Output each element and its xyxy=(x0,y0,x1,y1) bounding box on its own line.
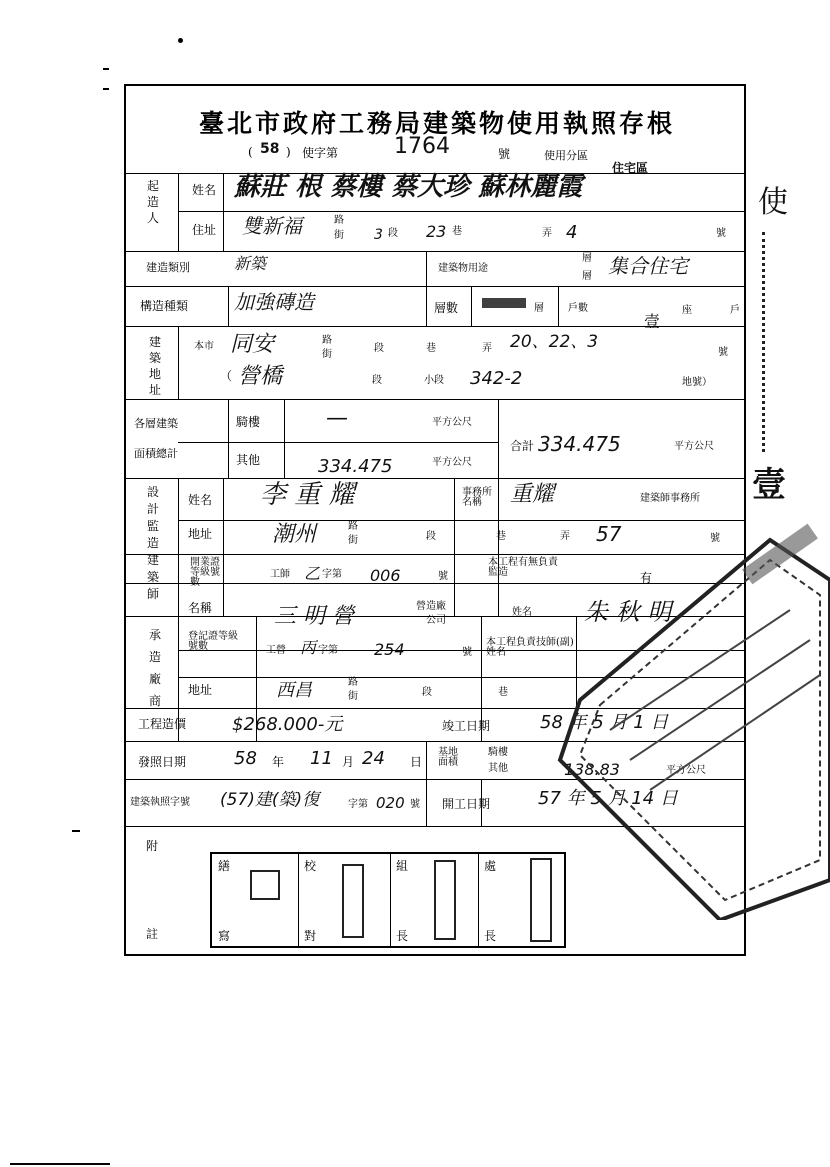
applicant-group-label: 起 造 人 xyxy=(146,179,159,225)
architect-license-no: 006 xyxy=(370,566,401,585)
area-total-label: 合計 xyxy=(510,439,535,453)
architect-license-prefix: 工師 xyxy=(270,569,290,580)
applicant-lane-value: 23 xyxy=(426,222,447,241)
contractor-suffix-2: 公司 xyxy=(426,615,446,626)
site-land-subsec-label: 小段 xyxy=(424,375,444,386)
contractor-reg-grade: 丙 xyxy=(300,638,317,657)
site-number-value: 20、22、3 xyxy=(510,332,599,352)
sign-box-4-bottom: 長 xyxy=(484,929,497,943)
notes-label-2: 註 xyxy=(146,927,159,941)
area-other-unit: 平方公尺 xyxy=(432,457,472,468)
contractor-name-value: 三 明 營 xyxy=(274,604,354,629)
margin-text-top: 使 xyxy=(758,185,788,220)
structure-floors-scribble xyxy=(482,298,526,308)
base-arcade-label: 騎樓 xyxy=(488,747,508,758)
site-land-section: 營橋 xyxy=(238,364,283,389)
base-area-label: 基地面積 xyxy=(438,747,458,768)
architect-license-mid: 字第 xyxy=(322,569,342,580)
area-arcade-label: 騎樓 xyxy=(236,415,261,429)
sign-box-3-bottom: 長 xyxy=(396,929,409,943)
contractor-addr-value: 西昌 xyxy=(276,680,312,701)
contractor-tech-label: 本工程負責技師(副)姓名 xyxy=(486,637,574,658)
start-value: 57 年 5 月 14 日 xyxy=(538,788,678,809)
permit-hao: 號 xyxy=(410,799,420,810)
site-sec-label: 段 xyxy=(374,343,384,354)
area-total-value: 334.475 xyxy=(538,432,621,456)
applicant-street-label: 街 xyxy=(334,230,344,241)
site-alley-label: 弄 xyxy=(482,343,492,354)
contractor-reg-hao: 號 xyxy=(462,647,472,658)
architect-name-value: 李 重 耀 xyxy=(260,480,355,510)
architect-road-label: 路 xyxy=(348,521,358,532)
site-hao-label: 號 xyxy=(718,347,728,358)
applicant-hao-label: 號 xyxy=(716,228,726,239)
area-total-unit: 平方公尺 xyxy=(674,441,714,452)
area-other-value: 334.475 xyxy=(318,456,393,477)
applicant-alley-label: 弄 xyxy=(542,228,552,239)
applicant-address-value: 雙新福 xyxy=(242,214,302,238)
architect-hao-label: 號 xyxy=(710,533,720,544)
contractor-reg-prefix: 工營 xyxy=(266,645,286,656)
applicant-name-value: 蘇莊 根 蔡樓 蔡大珍 蘇林麗霞 xyxy=(234,172,583,202)
site-land-number: 342-2 xyxy=(470,368,523,389)
contractor-name-label: 名稱 xyxy=(188,601,213,615)
architect-office-value: 重耀 xyxy=(510,482,555,507)
sign-box-2-bottom: 對 xyxy=(304,929,317,943)
contractor-reg-mid: 字第 xyxy=(318,645,338,656)
architect-alley-value: 57 xyxy=(596,522,622,546)
area-arcade-unit: 平方公尺 xyxy=(432,417,472,428)
contractor-lane-label: 巷 xyxy=(498,687,508,698)
applicant-alley-value: 4 xyxy=(566,222,578,243)
site-street-label: 街 xyxy=(322,349,332,360)
header-number-label: 使字第 xyxy=(302,146,339,160)
build-use-value: 集合住宅 xyxy=(608,254,688,278)
issue-year-label: 年 xyxy=(272,755,285,769)
build-type-value: 新築 xyxy=(234,254,267,273)
contractor-reg-label: 登記證等級號數 xyxy=(188,631,238,652)
applicant-sec-value: 3 xyxy=(374,227,383,243)
issue-day: 24 xyxy=(362,748,385,769)
sign-box-4-top: 處 xyxy=(484,859,497,873)
structure-label: 構造種類 xyxy=(140,299,189,313)
notes-label-1: 附 xyxy=(146,839,159,853)
site-group-label: 建 築 地 址 xyxy=(148,335,161,397)
applicant-sec-label: 段 xyxy=(388,228,398,239)
build-floor-label: 層 xyxy=(582,253,592,264)
form-title: 臺北市政府工務局建築物使用執照存根 xyxy=(198,109,675,138)
permit-mid: 字第 xyxy=(348,799,368,810)
applicant-lane-label: 巷 xyxy=(452,226,462,237)
permit-label: 建築執照字號 xyxy=(130,797,190,808)
sign-box-3-top: 組 xyxy=(396,859,409,873)
seal-stamp xyxy=(250,870,280,900)
permit-value: (57)建(築)復 xyxy=(220,790,320,810)
header-zone-value: 住宅區 xyxy=(612,161,649,175)
issue-day-label: 日 xyxy=(410,755,423,769)
contractor-addr-label: 地址 xyxy=(188,683,213,697)
scan-dash xyxy=(72,830,80,832)
header-zone-label: 使用分區 xyxy=(544,149,588,162)
structure-value: 加強磚造 xyxy=(234,290,314,314)
base-other-label: 其他 xyxy=(488,763,508,774)
architect-license-hao: 號 xyxy=(438,571,448,582)
contractor-group-label: 承 造 廠 商 xyxy=(148,628,161,708)
area-group-label-1: 各層建築 xyxy=(134,417,178,430)
build-type-label: 建造類別 xyxy=(146,261,190,274)
area-arcade-value: — xyxy=(326,406,348,431)
permit-no: 020 xyxy=(376,794,405,812)
cost-label: 工程造價 xyxy=(138,717,187,731)
site-city-label: 本市 xyxy=(194,341,214,352)
structure-seat-label: 座 xyxy=(682,305,692,316)
architect-license-label: 開業證等級號數 xyxy=(190,557,220,588)
contractor-sec-label: 段 xyxy=(422,687,432,698)
seal-stamp xyxy=(342,864,364,938)
architect-license-grade: 乙 xyxy=(304,564,321,583)
contractor-street-label: 街 xyxy=(348,691,358,702)
issue-year: 58 xyxy=(234,748,257,769)
base-value: 138.83 xyxy=(564,760,620,779)
scan-dash xyxy=(10,1163,110,1165)
architect-sec-label: 段 xyxy=(426,531,436,542)
scan-dash xyxy=(103,88,109,90)
architect-supervise-value: 有 xyxy=(640,571,653,585)
seal-stamp xyxy=(434,860,456,940)
area-other-label: 其他 xyxy=(236,453,261,467)
header-year-close: ) xyxy=(286,145,291,159)
contractor-person-value: 朱 秋 明 xyxy=(584,598,672,626)
sign-box-1-bottom: 寫 xyxy=(218,929,231,943)
architect-supervise-label: 本工程有無負責監造 xyxy=(488,557,558,578)
site-district-value: 同安 xyxy=(230,332,275,357)
header-year-open: ( xyxy=(248,145,253,159)
issue-label: 發照日期 xyxy=(138,755,187,769)
margin-scribble xyxy=(762,232,783,452)
approval-stamp xyxy=(540,500,830,920)
site-road-label: 路 xyxy=(322,335,332,346)
header-number: 1764 xyxy=(394,134,450,159)
base-unit: 平方公尺 xyxy=(666,765,706,776)
structure-hu-label: 戶 xyxy=(730,305,740,316)
margin-text-mid: 壹 xyxy=(752,465,786,505)
build-floor-label-2: 層 xyxy=(582,271,592,282)
architect-addr-value: 潮州 xyxy=(272,522,317,547)
contractor-person-label: 姓名 xyxy=(512,607,532,618)
architect-name-label: 姓名 xyxy=(188,493,213,507)
architect-alley-label: 弄 xyxy=(560,531,570,542)
site-lane-label: 巷 xyxy=(426,343,436,354)
applicant-name-label: 姓名 xyxy=(192,183,217,197)
structure-households-label: 戶數 xyxy=(568,303,588,314)
architect-addr-label: 地址 xyxy=(188,527,213,541)
complete-label: 竣工日期 xyxy=(442,719,491,733)
area-group-label-2: 面積總計 xyxy=(134,447,178,460)
structure-seat-value: 壹 xyxy=(644,312,661,331)
sign-box-row xyxy=(210,852,566,948)
cost-value: $268.000-元 xyxy=(232,714,343,735)
architect-street-label: 街 xyxy=(348,535,358,546)
scan-dash xyxy=(103,68,109,70)
applicant-address-label: 住址 xyxy=(192,223,217,237)
architect-group-label: 設 計 監 造 建 築 師 xyxy=(146,485,159,601)
structure-floor-unit: 層 xyxy=(534,303,544,314)
structure-floors-label: 層數 xyxy=(434,301,459,315)
header-year: 58 xyxy=(260,141,280,157)
issue-month: 11 xyxy=(310,748,333,769)
architect-office-label: 事務所名稱 xyxy=(462,487,492,508)
contractor-reg-no: 254 xyxy=(374,640,405,659)
applicant-road-label: 路 xyxy=(334,215,344,226)
complete-value: 58 年 5 月 1 日 xyxy=(540,712,669,733)
sign-box-2-top: 校 xyxy=(304,859,317,873)
header-hao: 號 xyxy=(498,147,511,161)
sign-box-1-top: 繕 xyxy=(218,859,231,873)
architect-lane-label: 巷 xyxy=(496,531,506,542)
build-use-label: 建築物用途 xyxy=(438,263,488,274)
contractor-suffix-1: 營造廠 xyxy=(416,601,446,612)
site-land-suffix: 地號） xyxy=(682,377,712,388)
issue-month-label: 月 xyxy=(342,755,355,769)
architect-office-suffix: 建築師事務所 xyxy=(640,493,700,504)
contractor-road-label: 路 xyxy=(348,677,358,688)
site-land-prefix: （ xyxy=(220,369,233,383)
site-land-sec-label: 段 xyxy=(372,375,382,386)
scan-dot xyxy=(178,38,183,43)
start-label: 開工日期 xyxy=(442,797,491,811)
